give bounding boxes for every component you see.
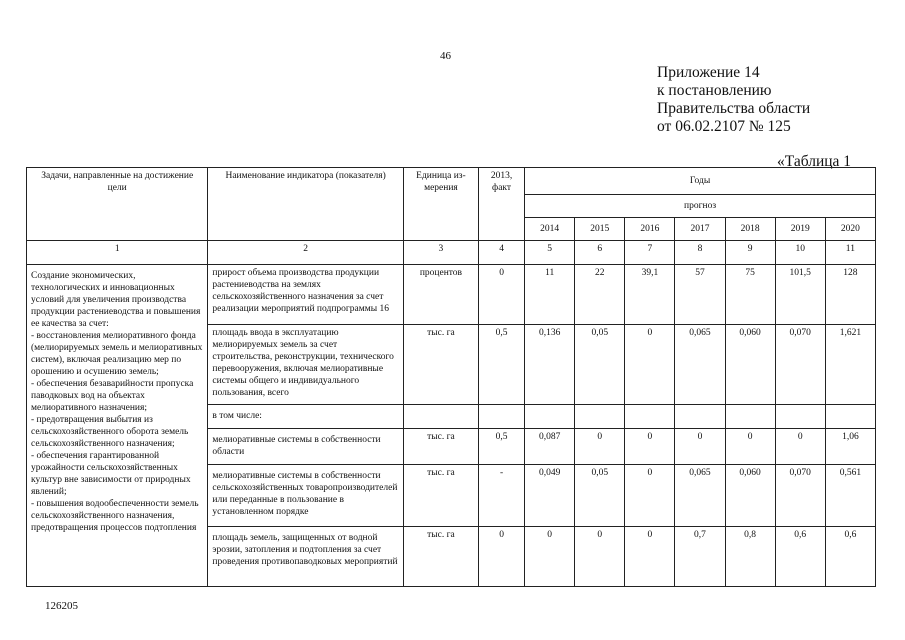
value-cell: 0 [625,325,675,405]
value-cell: 0,070 [775,325,825,405]
document-code: 126205 [45,600,78,612]
value-cell: 0,136 [525,325,575,405]
column-number: 6 [575,241,625,265]
year-cell: 2015 [575,218,625,241]
page-number: 46 [440,50,451,62]
indicator-cell: мелиоративные системы в собственности области [208,429,403,465]
value-cell: 0,065 [675,325,725,405]
indicator-cell: прирост объема производства продукции растениеводства на землях сельскохозяйственного назначения за счет реализации мероприятий подпрограммы 16 [208,265,403,325]
year-cell: 2014 [525,218,575,241]
unit-cell: тыс. га [403,465,478,527]
header-fact-2013: 2013, факт [479,168,525,241]
value-cell: 0 [675,429,725,465]
column-number: 4 [479,241,525,265]
year-cell: 2016 [625,218,675,241]
year-cell: 2018 [725,218,775,241]
value-cell: 1,06 [825,429,875,465]
appendix-line: от 06.02.2107 № 125 [657,118,791,135]
value-cell: 0,065 [675,465,725,527]
fact-cell: 0,5 [479,429,525,465]
value-cell: 22 [575,265,625,325]
appendix-line: Приложение 14 [657,64,760,81]
value-cell: 0 [525,527,575,587]
value-cell: 0 [575,429,625,465]
column-number: 8 [675,241,725,265]
value-cell: 11 [525,265,575,325]
value-cell: 0,7 [675,527,725,587]
header-years: Годы [525,168,876,195]
column-number: 11 [825,241,875,265]
value-cell: 0,060 [725,465,775,527]
column-number: 9 [725,241,775,265]
indicator-cell: в том числе: [208,405,403,429]
year-cell: 2017 [675,218,725,241]
indicators-table [26,167,876,587]
value-cell: 0,060 [725,325,775,405]
value-cell [775,405,825,429]
column-number: 1 [27,241,208,265]
value-cell: 39,1 [625,265,675,325]
value-cell [525,405,575,429]
unit-cell: процентов [403,265,478,325]
table-caption: «Таблица 1 [777,153,852,170]
column-number-row [27,241,876,265]
fact-cell: 0 [479,265,525,325]
value-cell [725,405,775,429]
column-number: 3 [403,241,478,265]
tasks-cell: Создание экономических, технологических и инновационных условий для увеличения производства продукции растениеводства и повышения ее качества за счет: - восстановления мелиоративного фонда (мелиорируемых земель и мелиоративных систем), включая реализацию мер по орошению и осушению земель; - обеспечения безаварийности пропуска паводковых вод на объектах мелиоративного назначения; - предотвращения выбытия из сельскохозяйственного оборота земель сельскохозяйственного назначения; - обеспечения гарантированной урожайности сельскохозяйственных культур вне зависимости от природных явлений; - повышения водообеспеченности земель сельскохозяйственного назначения, предотвращения процессов подтопления [27,265,208,587]
value-cell: 0,561 [825,465,875,527]
fact-cell: 0 [479,527,525,587]
column-number: 2 [208,241,403,265]
value-cell: 0 [725,429,775,465]
value-cell: 0,6 [775,527,825,587]
header-forecast: прогноз [525,195,876,218]
column-number: 10 [775,241,825,265]
unit-cell: тыс. га [403,325,478,405]
fact-cell [479,405,525,429]
header-tasks: Задачи, направленные на достижение цели [27,168,208,241]
header-indicator: Наименование индикатора (показателя) [208,168,403,241]
indicator-cell: мелиоративные системы в собственности сельскохозяйственных товаропроизводителей или переданные в пользование в установленном порядке [208,465,403,527]
column-number: 7 [625,241,675,265]
value-cell: 0 [575,527,625,587]
fact-cell: - [479,465,525,527]
indicator-cell: площадь земель, защищенных от водной эрозии, затопления и подтопления за счет проведения противопаводковых мероприятий [208,527,403,587]
value-cell: 0,049 [525,465,575,527]
indicator-cell: площадь ввода в эксплуатацию мелиорируемых земель за счет строительства, реконструкции, технического перевооружения, включая мелиоративные системы общего и индивидуального пользования, всего [208,325,403,405]
fact-cell: 0,5 [479,325,525,405]
value-cell: 0,070 [775,465,825,527]
appendix-line: Правительства области [657,100,811,117]
value-cell [575,405,625,429]
value-cell: 0 [625,465,675,527]
value-cell: 128 [825,265,875,325]
unit-cell [403,405,478,429]
value-cell: 0 [775,429,825,465]
year-cell: 2019 [775,218,825,241]
header-unit: Единица из-мерения [403,168,478,241]
value-cell: 0 [625,527,675,587]
value-cell: 0,05 [575,465,625,527]
column-number: 5 [525,241,575,265]
value-cell [825,405,875,429]
value-cell: 57 [675,265,725,325]
value-cell: 0,8 [725,527,775,587]
value-cell: 0,05 [575,325,625,405]
table-row [27,265,876,325]
unit-cell: тыс. га [403,527,478,587]
value-cell: 1,621 [825,325,875,405]
value-cell: 0 [625,429,675,465]
value-cell [625,405,675,429]
value-cell [675,405,725,429]
value-cell: 0,087 [525,429,575,465]
value-cell: 0,6 [825,527,875,587]
value-cell: 75 [725,265,775,325]
unit-cell: тыс. га [403,429,478,465]
year-cell: 2020 [825,218,875,241]
appendix-line: к постановлению [657,82,772,99]
value-cell: 101,5 [775,265,825,325]
appendix-header [657,64,810,136]
